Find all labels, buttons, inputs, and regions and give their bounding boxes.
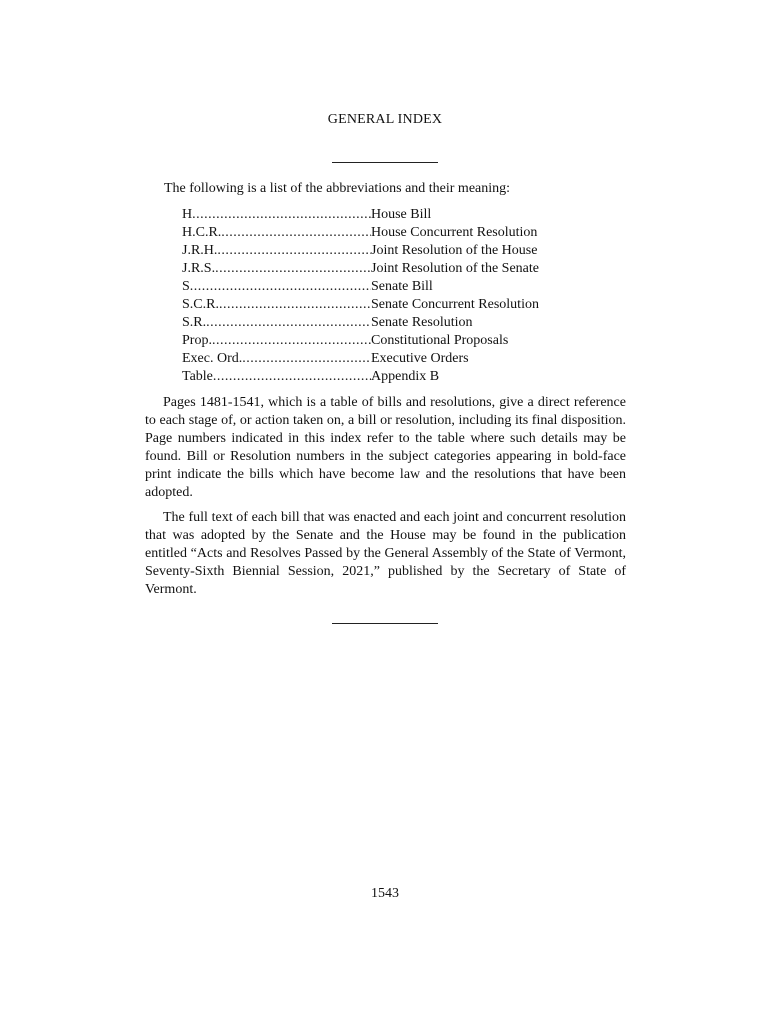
abbreviation-code: S.C.R.	[182, 297, 219, 312]
abbreviation-list	[182, 206, 539, 386]
body-paragraph: The full text of each bill that was enacted and each joint and concurrent resolution that was adopted by the Senate and the House may be found in the publication entitled “Acts and Resolves Passed by the General Assembly of the State of Vermont, Seventy-Sixth Biennial Session, 2021,” published by the Secretary of State of Vermont.	[145, 510, 626, 597]
dot-leader	[219, 296, 371, 314]
abbreviation-row	[182, 296, 539, 314]
abbreviation-row	[182, 278, 539, 296]
dot-leader	[190, 278, 371, 296]
abbreviation-code: S	[182, 279, 190, 294]
abbreviation-meaning: Senate Resolution	[371, 315, 473, 330]
dot-leader	[213, 368, 371, 386]
top-divider	[332, 162, 438, 163]
bottom-divider	[332, 623, 438, 624]
dot-leader	[206, 314, 371, 332]
abbreviation-code: H.C.R.	[182, 225, 222, 240]
body-paragraph: Pages 1481-1541, which is a table of bills and resolutions, give a direct reference to each stage of, or action taken on, a bill or resolution, including its final disposition. Page numbers indicated in this index refer to the table where such details may be found. Bill or Resolution numbers in the subject categories appearing in bold-face print indicate the bills which have become law and the resolutions that have been adopted.	[145, 395, 626, 500]
abbreviation-row	[182, 314, 539, 332]
abbreviation-row	[182, 368, 539, 386]
abbreviation-code: H	[182, 207, 193, 222]
abbreviation-code: Prop.	[182, 333, 212, 348]
page-number: 1543	[371, 886, 399, 901]
dot-leader	[215, 260, 371, 278]
abbreviation-code: J.R.S.	[182, 261, 216, 276]
abbreviation-row	[182, 260, 539, 278]
abbreviation-row	[182, 242, 539, 260]
abbreviation-meaning: House Concurrent Resolution	[371, 225, 538, 240]
abbreviation-meaning: Constitutional Proposals	[371, 333, 509, 348]
abbreviation-meaning: Senate Concurrent Resolution	[371, 297, 539, 312]
dot-leader	[221, 224, 371, 242]
dot-leader	[217, 242, 371, 260]
intro-text: The following is a list of the abbreviations and their meaning:	[164, 181, 511, 196]
abbreviation-meaning: House Bill	[371, 207, 432, 222]
abbreviation-meaning: Senate Bill	[371, 279, 433, 294]
dot-leader	[242, 350, 371, 368]
abbreviation-row	[182, 332, 539, 350]
abbreviation-code: J.R.H.	[182, 243, 218, 258]
abbreviation-row	[182, 206, 539, 224]
abbreviation-meaning: Appendix B	[371, 369, 440, 384]
page-title: GENERAL INDEX	[327, 112, 443, 127]
abbreviation-code: Exec. Ord.	[182, 351, 243, 366]
abbreviation-row	[182, 224, 539, 242]
dot-leader	[192, 206, 371, 224]
abbreviation-meaning: Joint Resolution of the Senate	[371, 261, 539, 276]
dot-leader	[212, 332, 371, 350]
abbreviation-code: S.R.	[182, 315, 207, 330]
abbreviation-meaning: Joint Resolution of the House	[371, 243, 538, 258]
abbreviation-row	[182, 350, 539, 368]
abbreviation-code: Table	[182, 369, 213, 384]
abbreviation-meaning: Executive Orders	[371, 351, 469, 366]
